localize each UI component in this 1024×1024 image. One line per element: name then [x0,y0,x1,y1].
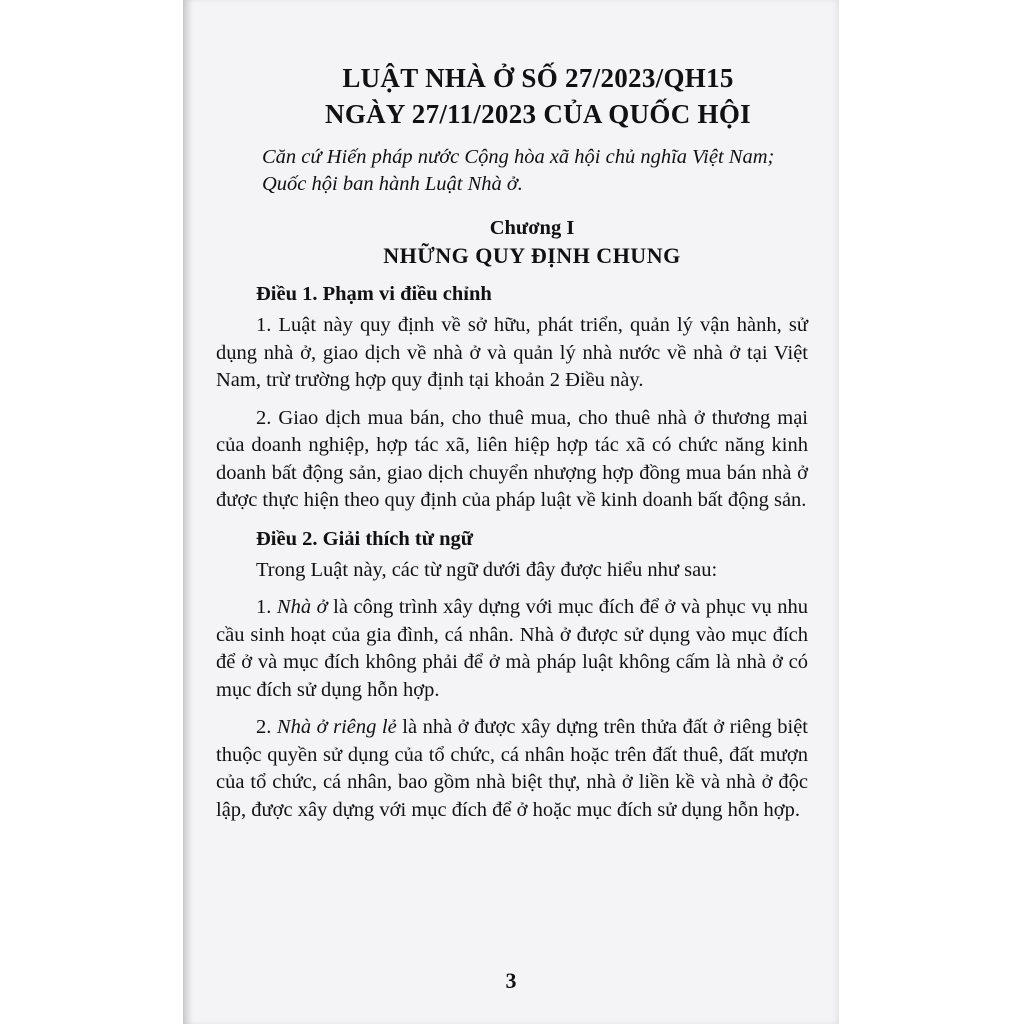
clause-1-definition: là công trình xây dựng với mục đích để ở và phục vụ nhu cầu sinh hoạt của gia đình, cá nhân. Nhà ở được sử dụng vào mục đích để ở và mục đích không phải để ở mà pháp luật không cấm là nhà ở có mục đích sử dụng hỗn hợp. [216,596,808,701]
article-2-intro: Trong Luật này, các từ ngữ dưới đây được hiểu như sau: [256,558,718,581]
title-line-2: NGÀY 27/11/2023 CỦA QUỐC HỘI [325,99,751,129]
title-line-1: LUẬT NHÀ Ở SỐ 27/2023/QH15 [342,63,734,93]
page-gutter-shadow [183,0,193,1024]
clause-1-number: 1. [256,596,277,618]
document-page [183,0,839,1024]
article-2-clause-1 [216,594,808,704]
term-nha-o-rieng-le: Nhà ở riêng lẻ [276,716,397,738]
page-content [216,60,808,834]
article-1-title: Điều 1. Phạm vi điều chỉnh [256,283,492,305]
preamble-line-2: Quốc hội ban hành Luật Nhà ở. [262,173,523,195]
page-number: 3 [505,968,517,993]
clause-2-number: 2. [256,716,277,738]
chapter-title: NHỮNG QUY ĐỊNH CHUNG [383,243,681,268]
document-title [268,60,808,132]
article-2-clause-2 [216,714,808,824]
article-1-clause-2: 2. Giao dịch mua bán, cho thuê mua, cho thuê nhà ở thương mại của doanh nghiệp, hợp tác xã, liên hiệp hợp tác xã có chức năng kinh doanh bất động sản, giao dịch chuyển nhượng hợp đồng mua bán nhà ở được thực hiện theo quy định của pháp luật về kinh doanh bất động sản. [216,406,808,511]
preamble-line-1: Căn cứ Hiến pháp nước Cộng hòa xã hội chủ nghĩa Việt Nam; [262,146,775,168]
term-nha-o: Nhà ở [276,596,328,618]
article-2-title: Điều 2. Giải thích từ ngữ [256,527,474,550]
article-1-clause-1: 1. Luật này quy định về sở hữu, phát triển, quản lý vận hành, sử dụng nhà ở, giao dịch về nhà ở và quản lý nhà nước về nhà ở tại Việt Nam, trừ trường hợp quy định tại khoản 2 Điều này. [216,314,808,391]
preamble [262,144,808,198]
clause-2-definition: là nhà ở được xây dựng trên thửa đất ở riêng biệt thuộc quyền sử dụng của tổ chức, cá nhân hoặc trên đất thuê, đất mượn của tổ chức, cá nhân, bao gồm nhà biệt thự, nhà ở liền kề và nhà ở độc lập, được xây dựng với mục đích để ở hoặc mục đích sử dụng hỗn hợp. [216,716,808,821]
chapter-number: Chương I [489,217,575,239]
